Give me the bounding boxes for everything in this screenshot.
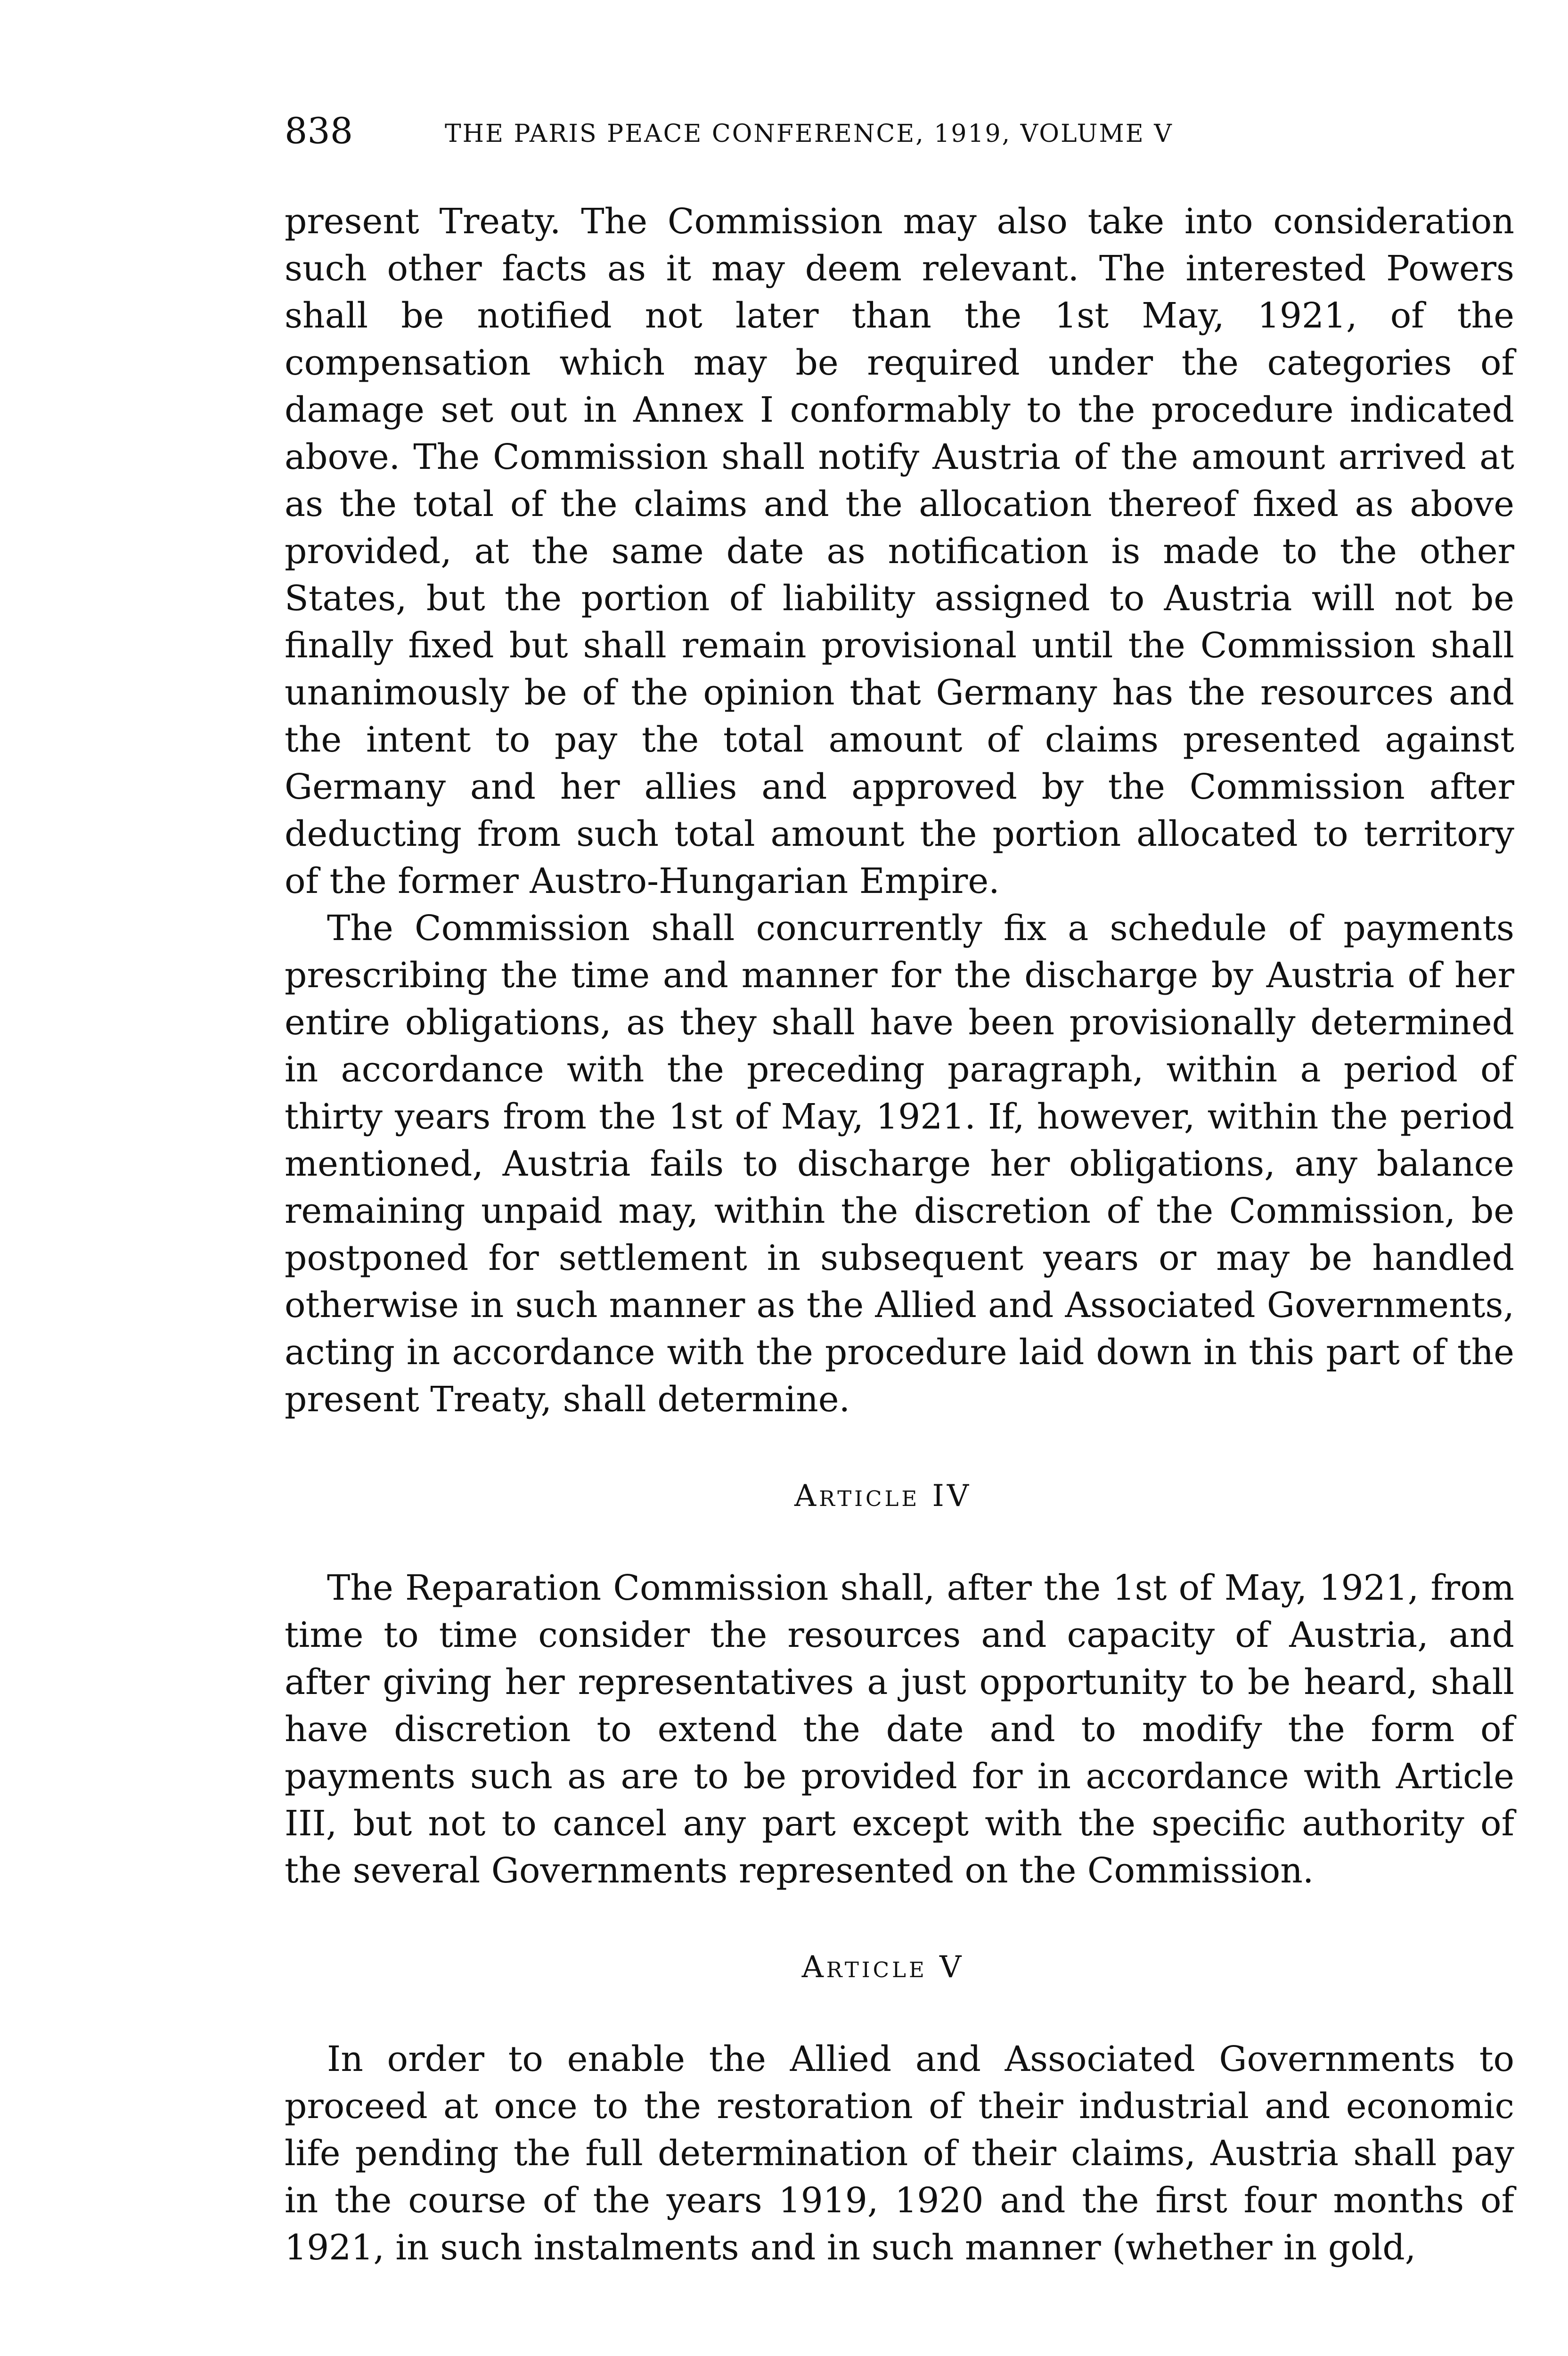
paragraph-schedule-of-payments: The Commission shall concurrently fix a schedule of payments prescribing the time and manner for the discharge by Austria of her entire obligations, as they shall have been provisionally determined in accordance with the preceding paragraph, within a period of thirty years from the 1st of May, 1921. If, however, within the period mentioned, Austria fails to discharge her obligations, any balance remaining unpaid may, within the discretion of the Commission, be postponed for settlement in subsequent years or may be handled otherwise in such manner as the Allied and Associated Governments, acting in accordance with the procedure laid down in this part of the present Treaty, shall determine.	[285, 908, 1514, 1420]
document-page	[285, 110, 1514, 2271]
article-iv-paragraph: The Reparation Commission shall, after the 1st of May, 1921, from time to time consider the resources and capacity of Austria, and after giving her representatives a just opportunity to be heard, shall have discretion to extend the date and to modify the form of payments such as are to be provided for in accordance with Article III, but not to cancel any part except with the specific authority of the several Governments represented on the Commission.	[285, 1568, 1514, 1891]
article-iv-heading: Article IV	[794, 1479, 972, 1513]
running-header	[285, 110, 1514, 170]
page-number: 838	[285, 110, 353, 152]
article-v-paragraph: In order to enable the Allied and Associated Governments to proceed at once to the restoration of their industrial and economic life pending the full determination of their claims, Austria shall pay in the course of the years 1919, 1920 and the first four months of 1921, in such instalments and in such manner (whether in gold,	[285, 2039, 1514, 2268]
article-v-heading: Article V	[801, 1950, 964, 1985]
paragraph-continued: present Treaty. The Commission may also take into consideration such other facts as it may deem relevant. The interested Powers shall be notified not later than the 1st May, 1921, of the compensation which may be required under the categories of damage set out in Annex I conformably to the procedure indicated above. The Commission shall notify Austria of the amount arrived at as the total of the claims and the allocation thereof fixed as above provided, at the same date as notification is made to the other States, but the portion of liability assigned to Austria will not be finally fixed but shall remain provisional until the Commission shall unanimously be of the opinion that Germany has the resources and the intent to pay the total amount of claims presented against Germany and her allies and approved by the Commission after deducting from such total amount the portion allocated to territory of the former Austro-Hungarian Empire.	[285, 201, 1514, 901]
running-title: THE PARIS PEACE CONFERENCE, 1919, VOLUME V	[445, 120, 1173, 148]
